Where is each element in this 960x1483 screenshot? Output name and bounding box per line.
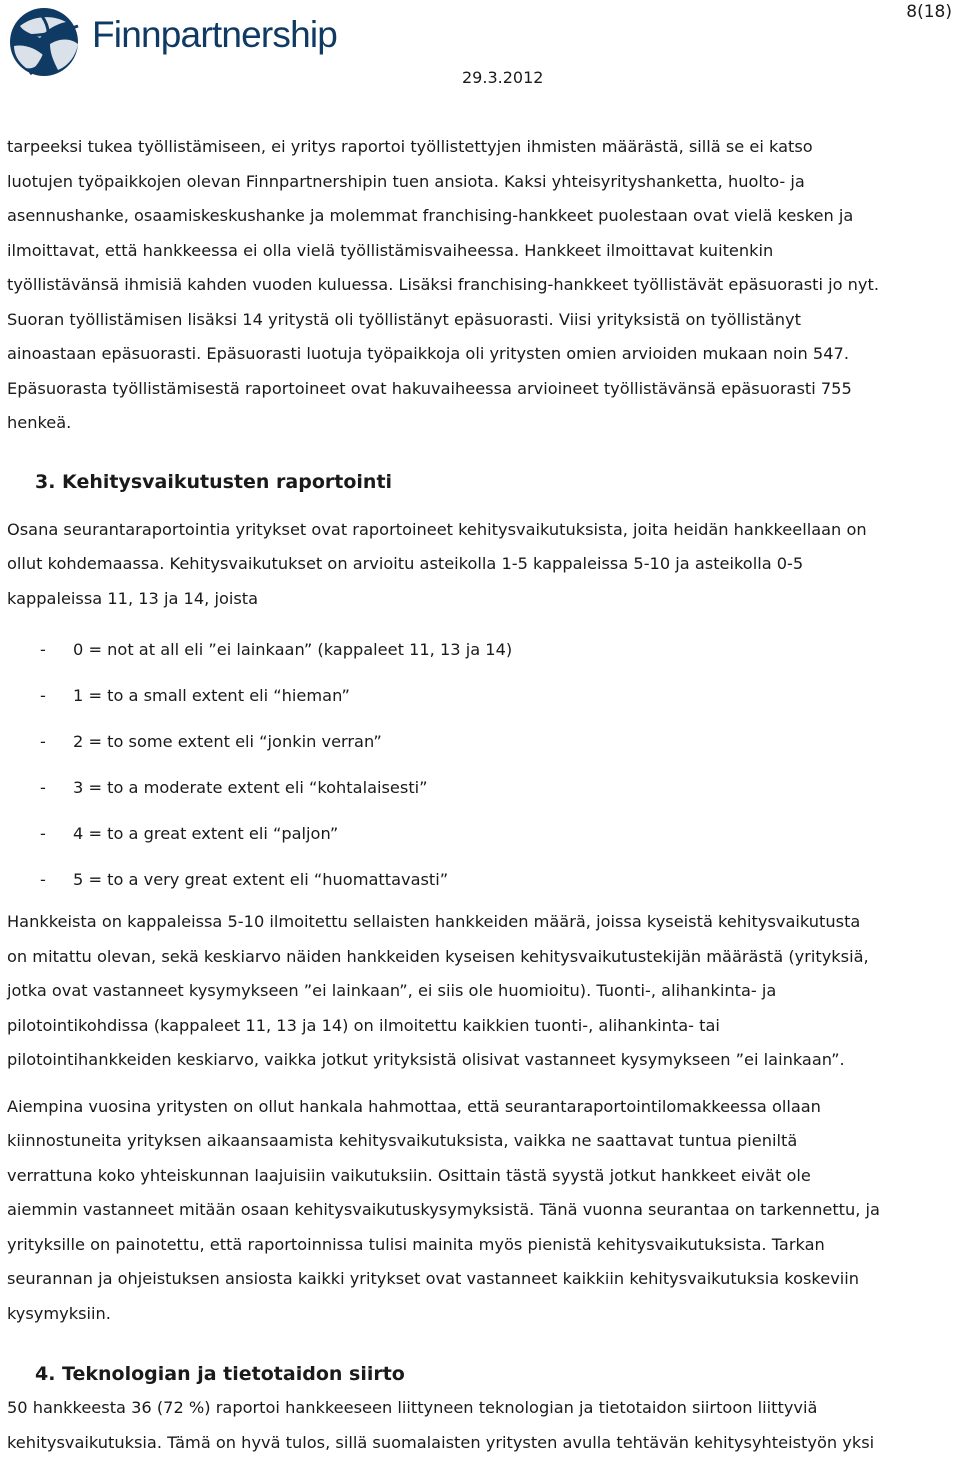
list-item: - 5 = to a very great extent eli “huomattavasti” (40, 870, 449, 889)
document-body (7, 130, 955, 1460)
text-line: 50 hankkeesta 36 (72 %) raportoi hankkeeseen liittyneen teknologian ja tietotaidon siirtoon liittyviä (7, 1398, 818, 1417)
list-item-text: 0 = not at all eli ”ei lainkaan” (kappaleet 11, 13 ja 14) (73, 640, 513, 659)
list-item: - 2 = to some extent eli “jonkin verran” (40, 732, 382, 751)
paragraph-impact-intro (7, 513, 955, 617)
paragraph-previous-years (7, 1090, 955, 1332)
text-line: pilotointihankkeiden keskiarvo, vaikka jotkut yrityksistä olisivat vastanneet kysymykseen ”ei lainkaan”. (7, 1050, 845, 1069)
page-number: 8(18) (906, 2, 952, 22)
text-line: Hankkeista on kappaleissa 5-10 ilmoitettu sellaisten hankkeiden määrä, joissa kyseistä kehitysvaikutusta (7, 912, 861, 931)
list-item-text: 3 = to a moderate extent eli “kohtalaisesti” (73, 778, 428, 797)
text-line: Osana seurantaraportointia yritykset ovat raportoineet kehitysvaikutuksista, joita heidän hankkeellaan on (7, 519, 867, 539)
page-header (0, 0, 960, 110)
globe-icon (6, 4, 86, 82)
section-heading-3: 3. Kehitysvaikutusten raportointi (35, 470, 393, 493)
text-line: kiinnostuneita yrityksen aikaansaamista kehitysvaikutuksista, vaikka ne saattavat tuntua pieniltä (7, 1131, 798, 1150)
rating-scale-list (7, 627, 955, 903)
text-line: Epäsuorasta työllistämisestä raportoineet ovat hakuvaiheessa arvioineet työllistävänsä epäsuorasti 755 (7, 378, 852, 398)
text-line: tarpeeksi tukea työllistämiseen, ei yritys raportoi työllistettyjen ihmisten määrästä, sillä se ei katso (7, 137, 813, 156)
text-line: ollut kohdemaassa. Kehitysvaikutukset on arvioitu asteikolla 1-5 kappaleissa 5-10 ja asteikolla 0-5 (7, 554, 804, 573)
text-line: seurannan ja ohjeistuksen ansiosta kaikki yritykset ovat vastanneet kaikkiin kehitysvaikutuksia koskeviin (7, 1269, 860, 1288)
text-line: Suoran työllistämisen lisäksi 14 yritystä oli työllistänyt epäsuorasti. Viisi yrityksistä on työllistänyt (7, 309, 801, 329)
text-line: henkeä. (7, 413, 72, 432)
list-item-text: 1 = to a small extent eli “hieman” (73, 686, 350, 705)
paragraph-employment (7, 130, 955, 441)
list-item: - 3 = to a moderate extent eli “kohtalaisesti” (40, 778, 428, 797)
paragraph-technology-transfer (7, 1391, 955, 1460)
text-line: ilmoittavat, että hankkeessa ei olla vielä työllistämisvaiheessa. Hankkeet ilmoittavat kuitenkin (7, 240, 774, 260)
text-line: aiemmin vastanneet mitään osaan kehitysvaikutuskysymyksistä. Tänä vuonna seurantaa on tarkennettu, ja (7, 1200, 880, 1219)
text-line: ainoastaan epäsuorasti. Epäsuorasti luotuja työpaikkoja oli yritysten omien arvioiden mukaan noin 547. (7, 344, 849, 363)
list-item: - 0 = not at all eli ”ei lainkaan” (kappaleet 11, 13 ja 14) (40, 640, 513, 659)
text-line: kehitysvaikutuksia. Tämä on hyvä tulos, sillä suomalaisten yritysten avulla tehtävän kehitysyhteistyön yksi (7, 1432, 875, 1452)
text-line: kappaleissa 11, 13 ja 14, joista (7, 588, 259, 608)
finnpartnership-logo (6, 4, 86, 86)
list-item-text: 2 = to some extent eli “jonkin verran” (73, 732, 382, 751)
text-line: pilotointikohdissa (kappaleet 11, 13 ja 14) on ilmoitettu kaikkien tuonti-, alihankinta- tai (7, 1015, 720, 1035)
text-line: asennushanke, osaamiskeskushanke ja molemmat franchising-hankkeet puolestaan ovat vielä kesken ja (7, 206, 854, 225)
text-line: työllistävänsä ihmisiä kahden vuoden kuluessa. Lisäksi franchising-hankkeet työllistävät epäsuorasti jo nyt. (7, 275, 879, 294)
list-item: - 1 = to a small extent eli “hieman” (40, 686, 350, 705)
list-item-text: 5 = to a very great extent eli “huomattavasti” (73, 870, 449, 889)
document-date: 29.3.2012 (462, 68, 544, 87)
paragraph-reporting-method (7, 905, 955, 1078)
text-line: jotka ovat vastanneet kysymykseen ”ei lainkaan”, ei siis ole huomioitu). Tuonti-, alihankinta- ja (7, 981, 777, 1000)
text-line: yrityksille on painotettu, että raportoinnissa tulisi mainita myös pienistä kehitysvaikutuksista. Tarkan (7, 1234, 825, 1254)
text-line: Aiempina vuosina yritysten on ollut hankala hahmottaa, että seurantaraportointilomakkeessa ollaan (7, 1096, 821, 1116)
text-line: verrattuna koko yhteiskunnan laajuisiin vaikutuksiin. Osittain tästä syystä jotkut hankkeet eivät ole (7, 1165, 811, 1185)
list-item: - 4 = to a great extent eli “paljon” (40, 824, 339, 843)
text-line: luotujen työpaikkojen olevan Finnpartnershipin tuen ansiota. Kaksi yhteisyrityshanketta, huolto- ja (7, 171, 805, 191)
logo-text: Finnpartnership (92, 14, 338, 55)
section-heading-4: 4. Teknologian ja tietotaidon siirto (35, 1363, 405, 1385)
text-line: kysymyksiin. (7, 1303, 111, 1323)
text-line: on mitattu olevan, sekä keskiarvo näiden hankkeiden kyseisen kehitysvaikutustekijän määrästä (yrityksiä, (7, 946, 869, 966)
list-item-text: 4 = to a great extent eli “paljon” (73, 824, 339, 843)
